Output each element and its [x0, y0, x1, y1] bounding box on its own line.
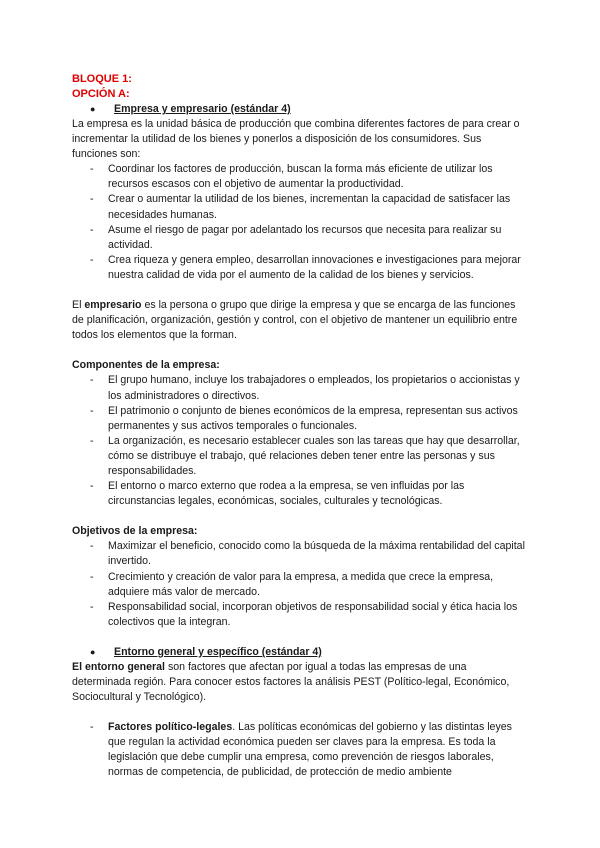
- dash-marker: -: [90, 721, 94, 734]
- bullet-icon: ●: [90, 104, 96, 114]
- objetivos-list: [72, 539, 528, 630]
- componentes-list: [72, 373, 528, 509]
- empresario-prefix: El: [72, 299, 85, 312]
- functions-list: [72, 162, 528, 283]
- list-item-text: El entorno o marco externo que rodea a la empresa, se ven influidas por las circunstancias legales, económicas, sociales, culturales y tecnológicas.: [108, 480, 465, 508]
- factor-term: Factores político-legales: [108, 721, 233, 734]
- document-body: [72, 72, 528, 781]
- list-item: [72, 570, 528, 600]
- bloque-title: BLOQUE 1:: [72, 73, 132, 85]
- list-item: [72, 373, 528, 403]
- list-item-text: Crear o aumentar la utilidad de los bienes, incrementan la capacidad de satisfacer las necesidades humanas.: [108, 193, 511, 221]
- entorno-general-term: El entorno general: [72, 660, 166, 673]
- dash-marker: -: [90, 223, 94, 236]
- list-item: [72, 720, 528, 780]
- list-item-text: Coordinar los factores de producción, buscan la forma más eficiente de utilizar los recursos escasos con el objetivo de aumentar la productividad.: [108, 163, 493, 191]
- dash-marker: -: [90, 570, 94, 583]
- list-item: [72, 192, 528, 222]
- list-item-text: La organización, es necesario establecer cuales son las tareas que hay que desarrollar, cómo se distribuye el trabajo, qué relaciones deben tener entre las personas y sus responsabilidades.: [108, 434, 520, 477]
- empresario-paragraph: [72, 298, 528, 343]
- entorno-general-definition: son factores que afectan por igual a todas las empresas de una determinada región. Para conocer estos factores la análisis PEST (Político-legal, Económico, Sociocultural y Tecnológico).: [72, 660, 510, 704]
- opcion-title: OPCIÓN A:: [72, 88, 130, 100]
- list-item: [72, 253, 528, 283]
- section-heading-text: Entorno general y específico (estándar 4): [114, 645, 322, 658]
- list-item: [72, 600, 528, 630]
- empresa-intro: La empresa es la unidad básica de producción que combina diferentes factores de para crear o incrementar la utilidad de los bienes y ponerlos a disposición de los consumidores. Sus funciones son:: [72, 118, 520, 161]
- list-item: [72, 479, 528, 509]
- list-item: [72, 223, 528, 253]
- empresario-term: empresario: [84, 299, 142, 312]
- dash-marker: -: [90, 434, 94, 447]
- section-heading-entorno: [72, 645, 528, 660]
- entorno-general-paragraph: [72, 660, 528, 705]
- list-item-text: Responsabilidad social, incorporan objetivos de responsabilidad social y ética hacia los colectivos que la integran.: [108, 600, 518, 628]
- dash-marker: -: [90, 253, 94, 266]
- list-item: [72, 434, 528, 479]
- list-item-text: El patrimonio o conjunto de bienes económicos de la empresa, representan sus activos permanentes y sus activos temporales o funcionales.: [108, 404, 518, 432]
- dash-marker: -: [90, 374, 94, 387]
- empresario-definition: es la persona o grupo que dirige la empresa y que se encarga de las funciones de planificación, organización, gestión y control, con el objetivo de mantener un equilibrio entre todos los elementos que la forman.: [72, 299, 518, 342]
- list-item-text: Asume el riesgo de pagar por adelantado los recursos que necesita para realizar su actividad.: [108, 223, 502, 251]
- section-heading-text: Empresa y empresario (estándar 4): [114, 103, 291, 115]
- list-item: [72, 539, 528, 569]
- list-item: [72, 404, 528, 434]
- list-item-text: Crecimiento y creación de valor para la empresa, a medida que crece la empresa, adquiere más valor de mercado.: [108, 570, 494, 598]
- dash-marker: -: [90, 193, 94, 206]
- objetivos-heading: Objetivos de la empresa:: [72, 525, 198, 538]
- list-item-text: Crea riqueza y genera empleo, desarrollan innovaciones e investigaciones para mejorar nuestra calidad de vida por el aumento de la calidad de los bienes y servicios.: [108, 253, 521, 281]
- section-heading-empresa: [72, 102, 528, 117]
- list-item-text: El grupo humano, incluye los trabajadores o empleados, los propietarios o accionistas y los administradores o directivos.: [108, 374, 520, 402]
- list-item-text: Maximizar el beneficio, conocido como la búsqueda de la máxima rentabilidad del capital invertido.: [108, 540, 525, 568]
- dash-marker: -: [90, 600, 94, 613]
- dash-marker: -: [90, 163, 94, 176]
- pest-factors-list: [72, 720, 528, 780]
- dash-marker: -: [90, 480, 94, 493]
- dash-marker: -: [90, 540, 94, 553]
- dash-marker: -: [90, 404, 94, 417]
- bullet-icon: ●: [90, 646, 96, 657]
- componentes-heading: Componentes de la empresa:: [72, 359, 220, 372]
- factor-definition: . Las políticas económicas del gobierno y las distintas leyes que regulan la actividad económica pueden ser claves para la empresa. Es toda la legislación que debe cumplir una empresa, como prevención de riesgos laborales, normas de competencia, de publicidad, de protección de medio ambiente: [108, 721, 512, 779]
- list-item: [72, 162, 528, 192]
